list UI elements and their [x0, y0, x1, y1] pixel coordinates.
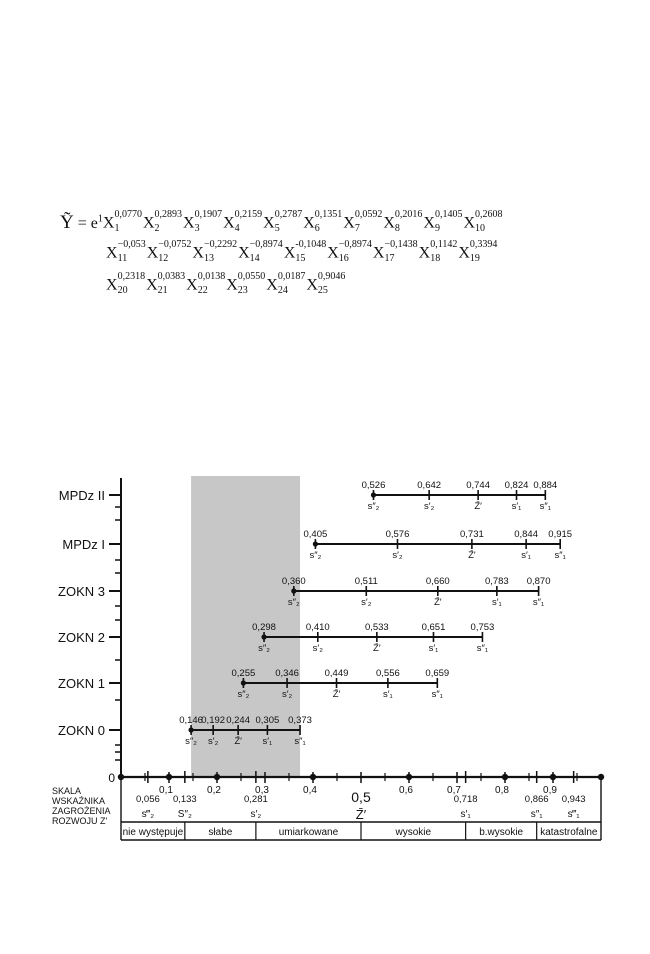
formula-exponent: 0,1405: [434, 209, 463, 221]
formula-variable-index: 2: [154, 223, 160, 235]
formula-variable-index: 1: [114, 223, 120, 235]
formula-variable: X: [263, 215, 275, 232]
row-symbol-label: s′₂: [281, 689, 293, 700]
row-symbol-label: s″₁: [554, 550, 566, 561]
formula-base-exponent: 1: [97, 213, 103, 225]
formula-variable: X: [192, 244, 204, 262]
row-interval-start-dot: [241, 680, 246, 685]
row-symbol-label: s″₂: [309, 550, 322, 561]
formula-variable: X: [146, 276, 158, 294]
category-label: nie występuje: [122, 827, 184, 838]
row-symbol-label: s″₁: [294, 736, 306, 747]
formula-variable-index: 5: [274, 223, 280, 235]
x-axis-tick-label: 0,3: [255, 785, 269, 796]
row-symbol-label: s″₁: [539, 501, 551, 512]
x-axis-tick-label: 0,2: [207, 785, 221, 796]
x-axis-marker-value: 0,133: [172, 794, 197, 805]
row-value-label: 0,346: [275, 668, 299, 679]
formula-variable: X: [102, 215, 115, 232]
formula-variable-index: 21: [157, 285, 168, 296]
row-interval-start-dot: [291, 588, 296, 593]
formula-exponent: 0,1142: [430, 239, 458, 250]
formula-variable-index: 25: [317, 285, 328, 296]
row-symbol-label: s′₂: [424, 501, 435, 512]
formula-exponent: 0,0187: [277, 271, 306, 282]
formula-variable-index: 11: [117, 253, 128, 264]
formula-base: e: [90, 215, 98, 232]
row-value-label: 0,659: [425, 668, 450, 679]
formula-exponent: −0,0752: [158, 239, 192, 250]
formula-variable-index: 12: [158, 253, 169, 264]
row-symbol-label: s″₂: [287, 597, 300, 608]
category-label: katastrofalne: [540, 827, 598, 838]
row-value-label: 0,556: [375, 668, 400, 679]
row-interval-start-dot: [371, 492, 376, 497]
row-value-label: 0,651: [421, 622, 446, 633]
formula-variable: X: [418, 244, 431, 262]
formula-variable-index: 7: [354, 223, 360, 235]
x-axis-title: SKALA: [52, 786, 82, 796]
formula-variable-index: 3: [194, 223, 200, 235]
formula-exponent: 0,1907: [194, 209, 223, 221]
x-axis-marker-symbol: s′₂: [250, 809, 262, 820]
row-symbol-label: s″₂: [367, 501, 380, 512]
formula-exponent: −0,1438: [384, 239, 418, 250]
row-label: MPDz I: [62, 537, 105, 552]
formula-variable: X: [327, 244, 339, 262]
formula-exponent: −0,8974: [249, 239, 283, 250]
row-value-label: 0,884: [533, 480, 558, 491]
formula-variable: X: [183, 215, 195, 232]
formula-variable: X: [238, 244, 250, 262]
category-label: słabe: [208, 827, 233, 838]
formula-variable: X: [383, 215, 395, 232]
formula-exponent: −0,2292: [203, 239, 238, 250]
formula-variable-index: 19: [469, 253, 480, 264]
formula-variable-index: 6: [314, 223, 320, 235]
formula-exponent: 0,1351: [314, 209, 343, 221]
x-axis-marker-symbol: s′₁: [460, 809, 471, 820]
row-value-label: 0,576: [385, 529, 410, 540]
formula-exponent: −0,8974: [338, 239, 372, 250]
x-axis-title: ROZWOJU Z': [52, 816, 108, 826]
formula-variable-index: 16: [338, 253, 349, 264]
category-label: b.wysokie: [479, 827, 524, 838]
formula-variable-index: 9: [434, 223, 440, 235]
row-value-label: 0,660: [425, 576, 450, 587]
formula-variable: X: [303, 215, 315, 232]
row-symbol-label: s′₁: [521, 550, 531, 561]
formula-variable-index: 13: [203, 253, 214, 264]
row-label: ZOKN 0: [58, 723, 105, 738]
row-value-label: 0,870: [526, 576, 551, 587]
row-value-label: 0,824: [504, 480, 529, 491]
row-value-label: 0,533: [364, 622, 389, 633]
formula-exponent: 0,0383: [157, 271, 186, 282]
x-axis-marker-symbol: Z̄′: [355, 807, 367, 822]
formula-exponent: 0,3394: [469, 239, 498, 250]
row-label: MPDz II: [58, 488, 105, 503]
row-symbol-label: Z̄′: [434, 597, 442, 608]
row-symbol-label: s′₁: [511, 501, 522, 512]
formula-variable-index: 24: [277, 285, 288, 296]
row-value-label: 0,146: [179, 715, 203, 726]
formula-variable: X: [226, 276, 238, 294]
row-symbol-label: s″₁: [532, 597, 545, 608]
x-axis-tick-label: 0,1: [159, 785, 173, 796]
x-axis-marker-value: 0,943: [561, 794, 586, 805]
formula-variable-index: 17: [384, 253, 395, 264]
x-axis-tick-label: 0,7: [447, 785, 461, 796]
row-value-label: 0,244: [226, 715, 251, 726]
row-label: ZOKN 1: [58, 676, 105, 691]
formula-variable-index: 22: [197, 285, 208, 296]
x-axis-marker-value: 0,866: [524, 794, 549, 805]
formula-variable-index: 10: [475, 223, 485, 235]
x-axis-marker-symbol: S″₂: [177, 809, 192, 820]
row-value-label: 0,298: [252, 622, 276, 633]
row-value-label: 0,449: [324, 668, 349, 679]
formula-variable-index: 20: [117, 285, 128, 296]
formula-variable-index: 23: [237, 285, 248, 296]
row-symbol-label: s″₂: [185, 736, 197, 747]
row-value-label: 0,744: [466, 480, 491, 491]
row-symbol-label: s″₂: [258, 643, 270, 654]
row-symbol-label: Z̄′: [468, 550, 476, 561]
x-axis-title: WSKAŹNIKA: [52, 796, 106, 806]
row-value-label: 0,753: [470, 622, 495, 633]
formula-variable-index: 18: [430, 253, 441, 264]
formula-variable-index: 15: [295, 253, 306, 264]
formula-variable: X: [106, 244, 118, 262]
formula-exponent: 0,9046: [317, 271, 346, 282]
x-axis-title: ZAGROŻENIA: [52, 806, 111, 816]
x-axis-marker-symbol: s‴₁: [567, 809, 580, 820]
formula-variable: X: [423, 215, 435, 232]
formula-exponent: 0,0770: [114, 209, 142, 221]
row-interval-start-dot: [261, 634, 266, 639]
row-symbol-label: s″₁: [476, 643, 489, 654]
row-symbol-label: s″₁: [431, 689, 443, 700]
formula-variable: X: [306, 276, 318, 294]
row-symbol-label: s′₁: [428, 643, 439, 654]
row-symbol-label: s′₂: [312, 643, 323, 654]
row-label: ZOKN 3: [58, 584, 105, 599]
formula-exponent: -0,1048: [295, 239, 327, 250]
formula-exponent: 0,0550: [237, 271, 266, 282]
row-value-label: 0,255: [231, 668, 256, 679]
category-label: wysokie: [395, 827, 432, 838]
formula-exponent: 0,0138: [197, 271, 226, 282]
row-value-label: 0,731: [459, 529, 484, 540]
row-value-label: 0,410: [305, 622, 330, 633]
x-axis-tick-label: 0,5: [351, 789, 371, 805]
x-axis-tick-label: 0,6: [399, 785, 413, 796]
x-axis-tick-label: 0,9: [543, 785, 557, 796]
row-value-label: 0,642: [417, 480, 442, 491]
row-interval-start-dot: [188, 727, 193, 732]
formula-variable: X: [142, 215, 155, 232]
row-symbol-label: Z̄′: [234, 736, 242, 747]
shaded-band: [191, 476, 300, 777]
x-axis-tick-label: 0,8: [495, 785, 509, 796]
row-value-label: 0,373: [288, 715, 312, 726]
row-interval-start-dot: [313, 541, 318, 546]
x-axis-marker-value: 0,718: [453, 794, 478, 805]
row-value-label: 0,844: [514, 529, 539, 540]
formula-variable: X: [463, 215, 475, 232]
formula-variable-index: 4: [234, 223, 240, 235]
row-label: ZOKN 2: [58, 630, 105, 645]
formula-variable-index: 8: [394, 223, 400, 235]
row-value-label: 0,192: [201, 715, 226, 726]
formula-lhs: Ỹ: [60, 212, 74, 233]
x-axis-tick-label: 0,4: [303, 785, 317, 796]
formula-variable: X: [283, 244, 296, 262]
row-value-label: 0,405: [303, 529, 328, 540]
row-value-label: 0,360: [281, 576, 306, 587]
formula-exponent: −0,053: [117, 239, 146, 250]
formula-variable: X: [186, 276, 198, 294]
x-axis-marker-value: 0,056: [135, 794, 160, 805]
row-symbol-label: s′₁: [262, 736, 273, 747]
x-axis-zero-label: 0: [108, 771, 115, 785]
row-symbol-label: s′₂: [361, 597, 372, 608]
formula-variable: X: [106, 276, 118, 294]
row-symbol-label: s′₁: [491, 597, 502, 608]
row-symbol-label: s′₁: [383, 689, 393, 700]
formula-exponent: 0,0592: [354, 209, 383, 221]
formula-exponent: 0,2016: [394, 209, 423, 221]
formula-variable: X: [266, 276, 278, 294]
row-value-label: 0,511: [354, 576, 378, 587]
formula-exponent: 0,2159: [234, 209, 263, 221]
x-axis-marker-symbol: s″₁: [530, 809, 543, 820]
formula-exponent: 0,2318: [117, 271, 146, 282]
row-symbol-label: s′₂: [392, 550, 403, 561]
formula-variable: X: [146, 244, 159, 262]
x-axis-marker-symbol: s‴₂: [141, 809, 155, 820]
formula-variable: X: [458, 244, 470, 262]
row-symbol-label: Z̄′: [474, 501, 482, 512]
row-symbol-label: Z̄′: [373, 643, 381, 654]
row-value-label: 0,526: [361, 480, 386, 491]
formula-variable: X: [343, 215, 355, 232]
formula-exponent: 0,2608: [475, 209, 503, 221]
formula-exponent: 0,2893: [154, 209, 182, 221]
formula-exponent: 0,2787: [274, 209, 303, 221]
formula-variable: X: [372, 244, 385, 262]
formula-variable: X: [223, 215, 235, 232]
row-symbol-label: s″₂: [237, 689, 250, 700]
row-symbol-label: Z̄′: [332, 689, 341, 700]
x-axis-marker-value: 0,281: [243, 794, 268, 805]
row-value-label: 0,305: [255, 715, 280, 726]
formula-variable-index: 14: [249, 253, 260, 264]
category-label: umiarkowane: [278, 827, 339, 838]
row-value-label: 0,783: [484, 576, 509, 587]
row-symbol-label: s′₂: [208, 736, 219, 747]
formula-equals: =: [77, 215, 87, 232]
row-value-label: 0,915: [548, 529, 573, 540]
